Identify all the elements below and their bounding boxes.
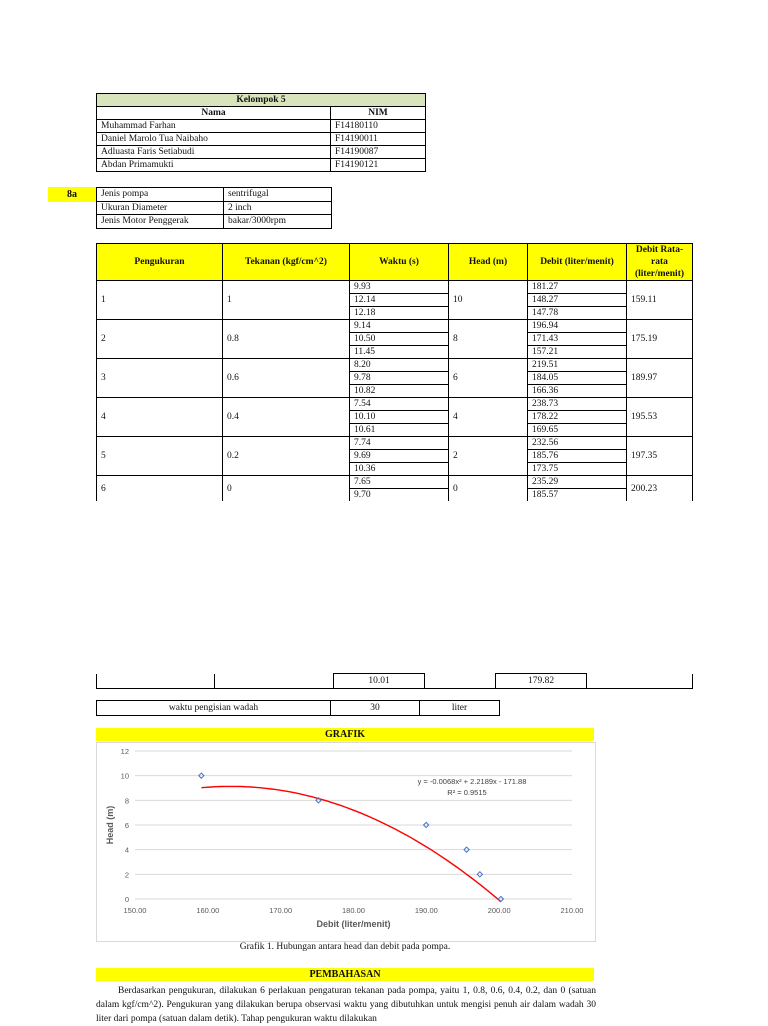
trend-equation: y = -0.0068x² + 2.2189x - 171.88	[417, 777, 527, 786]
member-row	[97, 146, 426, 159]
member-name: Adluasta Faris Setiabudi	[97, 146, 331, 159]
member-row	[97, 159, 426, 172]
spec-label: Jenis pompa	[97, 188, 224, 202]
tekanan-cell: 0	[223, 476, 350, 502]
debit-cell: 185.57	[528, 489, 627, 502]
waktu-cell: 9.78	[350, 372, 449, 385]
discussion-paragraph	[96, 984, 596, 1026]
member-name: Muhammad Farhan	[97, 120, 331, 133]
waktu-cell: 10.50	[350, 333, 449, 346]
chart-container	[96, 742, 596, 942]
head-cell: 4	[449, 398, 528, 437]
y-tick-label: 2	[124, 870, 129, 880]
section-tag: 8a	[48, 187, 96, 202]
debit-avg-cell: 197.35	[627, 437, 693, 476]
member-nim: F14190011	[331, 133, 426, 146]
table-row	[97, 320, 693, 333]
waktu-cell: 7.74	[350, 437, 449, 450]
head-cell: 2	[449, 437, 528, 476]
fill-unit: liter	[420, 701, 500, 716]
head-debit-chart	[97, 743, 595, 941]
waktu-cell: 9.93	[350, 281, 449, 294]
waktu-cell: 9.69	[350, 450, 449, 463]
waktu-cell: 10.36	[350, 463, 449, 476]
x-axis-label: Debit (liter/menit)	[316, 919, 391, 929]
waktu-cell: 11.45	[350, 346, 449, 359]
waktu-cell: 9.70	[350, 489, 449, 502]
y-tick-label: 8	[124, 796, 129, 806]
debit-cell: 173.75	[528, 463, 627, 476]
member-nim: F14180110	[331, 120, 426, 133]
x-tick-label: 150.00	[123, 906, 147, 915]
debit-cell: 232.56	[528, 437, 627, 450]
fill-volume-table	[96, 700, 500, 716]
spec-label: Ukuran Diameter	[97, 201, 224, 215]
y-tick-label: 0	[124, 895, 129, 904]
group-title: Kelompok 5	[97, 94, 426, 107]
waktu-cell: 7.54	[350, 398, 449, 411]
pembahasan-title: PEMBAHASAN	[96, 968, 594, 981]
debit-avg-cell: 200.23	[627, 476, 693, 502]
x-tick-label: 200.00	[487, 906, 511, 915]
pengukuran-cell: 5	[97, 437, 223, 476]
tekanan-cell: 0.8	[223, 320, 350, 359]
header-head: Head (m)	[449, 244, 528, 281]
y-tick-label: 4	[124, 845, 129, 855]
measurement-table-continuation	[96, 673, 693, 689]
waktu-cell: 10.61	[350, 424, 449, 437]
debit-avg-cell: 195.53	[627, 398, 693, 437]
measurement-table-clip	[96, 243, 693, 501]
member-row	[97, 120, 426, 133]
debit-cell: 157.21	[528, 346, 627, 359]
member-nim: F14190121	[331, 159, 426, 172]
trendline	[201, 786, 500, 901]
debit-cell: 179.82	[496, 674, 587, 689]
pengukuran-cell: 4	[97, 398, 223, 437]
y-tick-label: 12	[120, 747, 129, 756]
debit-cell: 185.76	[528, 450, 627, 463]
debit-cell: 147.78	[528, 307, 627, 320]
debit-avg-cell: 189.97	[627, 359, 693, 398]
y-axis-label: Head (m)	[105, 805, 115, 845]
debit-cell: 238.73	[528, 398, 627, 411]
header-tekanan: Tekanan (kgf/cm^2)	[223, 244, 350, 281]
debit-cell: 184.05	[528, 372, 627, 385]
tekanan-cell: 0.2	[223, 437, 350, 476]
header-debit: Debit (liter/menit)	[528, 244, 627, 281]
x-tick-label: 160.00	[196, 906, 220, 915]
head-cell: 8	[449, 320, 528, 359]
waktu-cell: 8.20	[350, 359, 449, 372]
measurement-table	[96, 243, 693, 501]
debit-cell: 166.36	[528, 385, 627, 398]
paragraph-text: Berdasarkan pengukuran, dilakukan 6 perlakuan pengaturan tekanan pada pompa, yaitu 1, 0.8, 0.6, 0.4, 0.2, dan 0 (satuan dalam kgf/cm^2). Pengukuran yang dilakukan berupa observasi waktu yang dibutuhkan untuk mengisi penuh air dalam wadah 30 liter dari pompa (satuan dalam detik). Tahap pengukuran waktu dilakukan	[96, 986, 596, 1024]
member-name: Abdan Primamukti	[97, 159, 331, 172]
pump-spec-table	[96, 187, 332, 229]
debit-cell: 196.94	[528, 320, 627, 333]
header-pengukuran: Pengukuran	[97, 244, 223, 281]
tekanan-cell: 0.4	[223, 398, 350, 437]
waktu-cell: 10.82	[350, 385, 449, 398]
group-table	[96, 93, 426, 172]
debit-cell: 171.43	[528, 333, 627, 346]
member-nim: F14190087	[331, 146, 426, 159]
spec-value: 2 inch	[224, 201, 332, 215]
table-row	[97, 359, 693, 372]
debit-avg-cell: 175.19	[627, 320, 693, 359]
debit-cell: 169.65	[528, 424, 627, 437]
grafik-title: GRAFIK	[96, 728, 594, 741]
fill-label: waktu pengisian wadah	[97, 701, 331, 716]
table-row	[97, 476, 693, 489]
r-squared: R² = 0.9515	[447, 788, 487, 797]
spec-label: Jenis Motor Penggerak	[97, 215, 224, 229]
debit-cell: 235.29	[528, 476, 627, 489]
col-name-header: Nama	[97, 107, 331, 120]
debit-cell: 219.51	[528, 359, 627, 372]
y-tick-label: 10	[120, 771, 129, 781]
waktu-cell: 12.14	[350, 294, 449, 307]
x-tick-label: 180.00	[342, 906, 365, 915]
waktu-cell: 9.14	[350, 320, 449, 333]
x-tick-label: 210.00	[560, 906, 584, 915]
pengukuran-cell: 1	[97, 281, 223, 320]
table-row	[97, 281, 693, 294]
waktu-cell: 10.01	[334, 674, 425, 689]
fill-value: 30	[331, 701, 420, 716]
y-tick-label: 6	[124, 821, 129, 830]
pengukuran-cell: 6	[97, 476, 223, 502]
header-debit-avg: Debit Rata-rata (liter/menit)	[627, 244, 693, 281]
spec-value: bakar/3000rpm	[224, 215, 332, 229]
head-cell: 0	[449, 476, 528, 502]
x-tick-label: 170.00	[269, 906, 293, 915]
waktu-cell: 12.18	[350, 307, 449, 320]
spec-value: sentrifugal	[224, 188, 332, 202]
header-waktu: Waktu (s)	[350, 244, 449, 281]
waktu-cell: 10.10	[350, 411, 449, 424]
table-row	[97, 398, 693, 411]
pengukuran-cell: 2	[97, 320, 223, 359]
col-nim-header: NIM	[331, 107, 426, 120]
member-name: Daniel Marolo Tua Naibaho	[97, 133, 331, 146]
tekanan-cell: 0.6	[223, 359, 350, 398]
debit-cell: 148.27	[528, 294, 627, 307]
member-row	[97, 133, 426, 146]
table-row	[97, 437, 693, 450]
waktu-cell: 7.65	[350, 476, 449, 489]
debit-cell: 181.27	[528, 281, 627, 294]
debit-avg-cell: 159.11	[627, 281, 693, 320]
tekanan-cell: 1	[223, 281, 350, 320]
head-cell: 6	[449, 359, 528, 398]
x-tick-label: 190.00	[414, 906, 438, 915]
pengukuran-cell: 3	[97, 359, 223, 398]
debit-cell: 178.22	[528, 411, 627, 424]
chart-caption: Grafik 1. Hubungan antara head dan debit pada pompa.	[239, 942, 451, 952]
head-cell: 10	[449, 281, 528, 320]
